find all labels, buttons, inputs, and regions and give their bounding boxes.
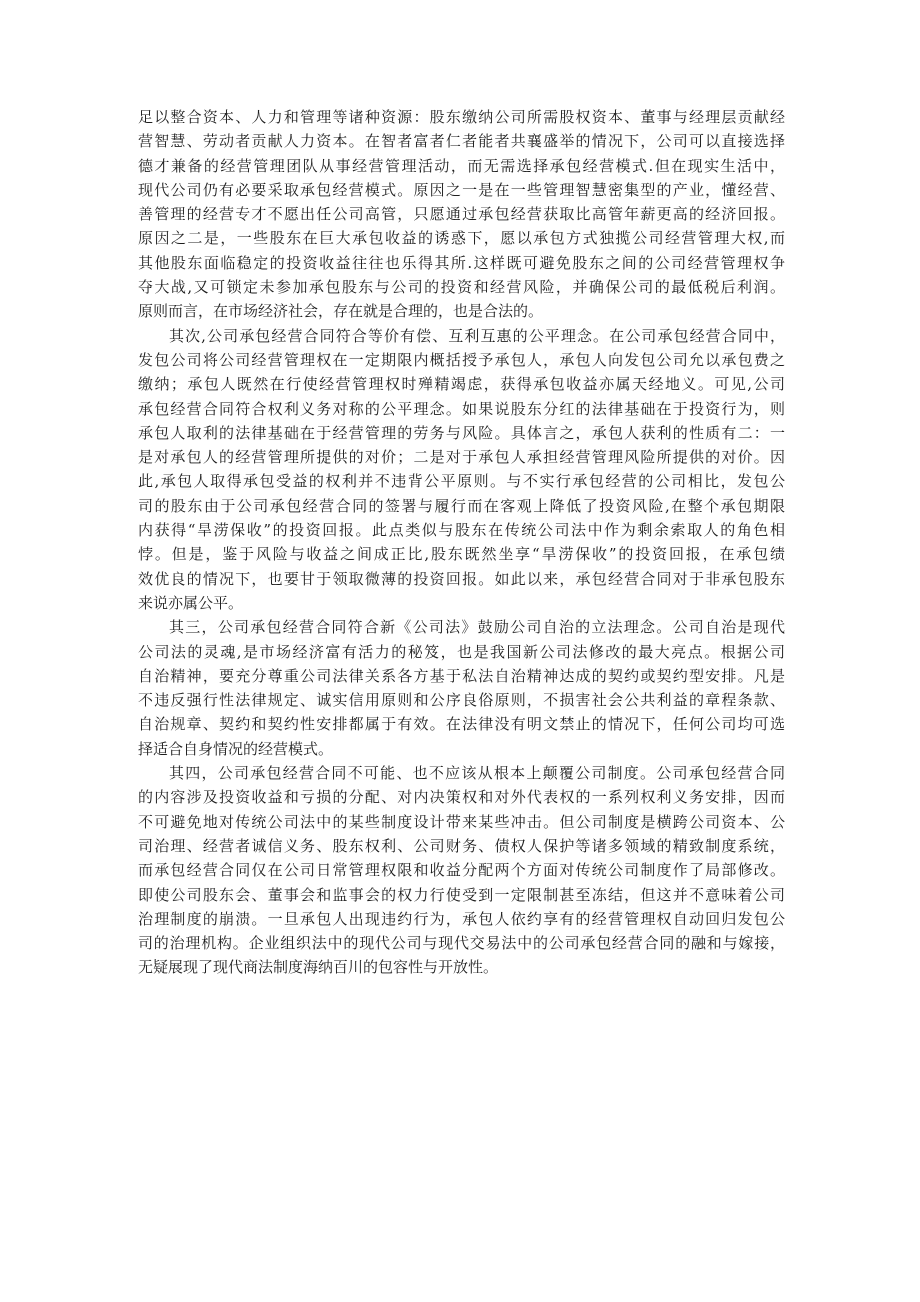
text-line: 司治理、经营者诚信义务、股东权利、公司财务、债权人保护等诸多领域的精致制度系统， (138, 836, 785, 855)
text-line: 缴纳；承包人既然在行使经营管理权时殚精竭虑，获得承包收益亦属天经地义。可见,公司 (138, 375, 785, 394)
text-line: 原因之二是，一些股东在巨大承包收益的诱惑下，愿以承包方式独揽公司经营管理大权,而 (138, 229, 785, 248)
text-line: 其四，公司承包经营合同不可能、也不应该从根本上颠覆公司制度。公司承包经营合同 (169, 764, 785, 783)
text-line: 足以整合资本、人力和管理等诸种资源：股东缴纳公司所需股权资本、董事与经理层贡献经 (138, 108, 785, 126)
text-line: 是对承包人的经营管理所提供的对价；二是对于承包人承担经营管理风险所提供的对价。因 (138, 448, 785, 467)
text-line: 发包公司将公司经营管理权在一定期限内概括授予承包人，承包人向发包公司允以承包费之 (138, 350, 785, 369)
text-line: 司的治理机构。企业组织法中的现代公司与现代交易法中的公司承包经营合同的融和与嫁接， (138, 934, 785, 953)
text-line: 原则而言，在市场经济社会，存在就是合理的，也是合法的。 (138, 302, 544, 321)
text-line: 不违反强行性法律规定、诚实信用原则和公序良俗原则，不损害社会公共利益的章程条款、 (138, 691, 785, 710)
text-line: 公司法的灵魂,是市场经济富有活力的秘笈，也是我国新公司法修改的最大亮点。根据公司 (138, 642, 785, 661)
paragraph-3 (138, 615, 785, 761)
text-line: 营智慧、劳动者贡献人力资本。在智者富者仁者能者共襄盛举的情况下，公司可以直接选择 (138, 132, 785, 151)
text-line: 治理制度的崩溃。一旦承包人出现违约行为，承包人依约享有的经营管理权自动回归发包公 (138, 909, 785, 928)
text-line: 承包经营合同符合权利义务对称的公平理念。如果说股东分红的法律基础在于投资行为，则 (138, 399, 785, 418)
text-line: 择适合自身情况的经营模式。 (138, 739, 334, 758)
text-line: 现代公司仍有必要采取承包经营模式。原因之一是在一些管理智慧密集型的产业，懂经营、 (138, 180, 785, 199)
text-line: 即使公司股东会、董事会和监事会的权力行使受到一定限制甚至冻结，但这并不意味着公司 (138, 885, 785, 904)
text-line: 自治精神，要充分尊重公司法律关系各方基于私法自治精神达成的契约或契约型安排。凡是 (138, 666, 785, 685)
text-line: 效优良的情况下，也要甘于领取微薄的投资回报。如此以来，承包经营合同对于非承包股东 (138, 569, 785, 588)
text-line: 不可避免地对传统公司法中的某些制度设计带来某些冲击。但公司制度是横跨公司资本、公 (138, 812, 785, 831)
text-line: 德才兼备的经营管理团队从事经营管理活动，而无需选择承包经营模式.但在现实生活中， (138, 156, 785, 175)
text-line: 悖。但是，鉴于风险与收益之间成正比,股东既然坐享“旱涝保收”的投资回报，在承包绩 (138, 545, 785, 564)
text-line: 善管理的经营专才不愿出任公司高管，只愿通过承包经营获取比高管年薪更高的经济回报。 (138, 205, 785, 224)
text-line: 内获得“旱涝保收”的投资回报。此点类似与股东在传统公司法中作为剩余索取人的角色相 (138, 521, 785, 540)
text-line: 夺大战,又可锁定未参加承包股东与公司的投资和经营风险，并确保公司的最低税后利润。 (138, 278, 785, 297)
document-body (138, 105, 785, 980)
text-line: 承包人取利的法律基础在于经营管理的劳务与风险。具体言之，承包人获利的性质有二：一 (138, 423, 785, 442)
text-line: 自治规章、契约和契约性安排都属于有效。在法律没有明文禁止的情况下，任何公司均可选 (138, 715, 785, 734)
text-line: 来说亦属公平。 (138, 593, 244, 612)
text-line: 司的股东由于公司承包经营合同的签署与履行而在客观上降低了投资风险,在整个承包期限 (138, 496, 785, 515)
paragraph-2 (138, 324, 785, 616)
text-line: 其三，公司承包经营合同符合新《公司法》鼓励公司自治的立法理念。公司自治是现代 (169, 618, 785, 637)
paragraph-4 (138, 761, 785, 980)
text-line: 此,承包人取得承包受益的权利并不违背公平原则。与不实行承包经营的公司相比，发包公 (138, 472, 785, 491)
text-line: 其他股东面临稳定的投资收益往往也乐得其所.这样既可避免股东之间的公司经营管理权争 (138, 253, 785, 272)
text-line: 无疑展现了现代商法制度海纳百川的包容性与开放性。 (138, 958, 499, 977)
paragraph-1 (138, 105, 785, 324)
text-line: 其次,公司承包经营合同符合等价有偿、互利互惠的公平理念。在公司承包经营合同中， (169, 326, 785, 345)
text-line: 而承包经营合同仅在公司日常管理权限和收益分配两个方面对传统公司制度作了局部修改。 (138, 861, 785, 880)
text-line: 的内容涉及投资收益和亏损的分配、对内决策权和对外代表权的一系列权利义务安排，因而 (138, 788, 785, 807)
